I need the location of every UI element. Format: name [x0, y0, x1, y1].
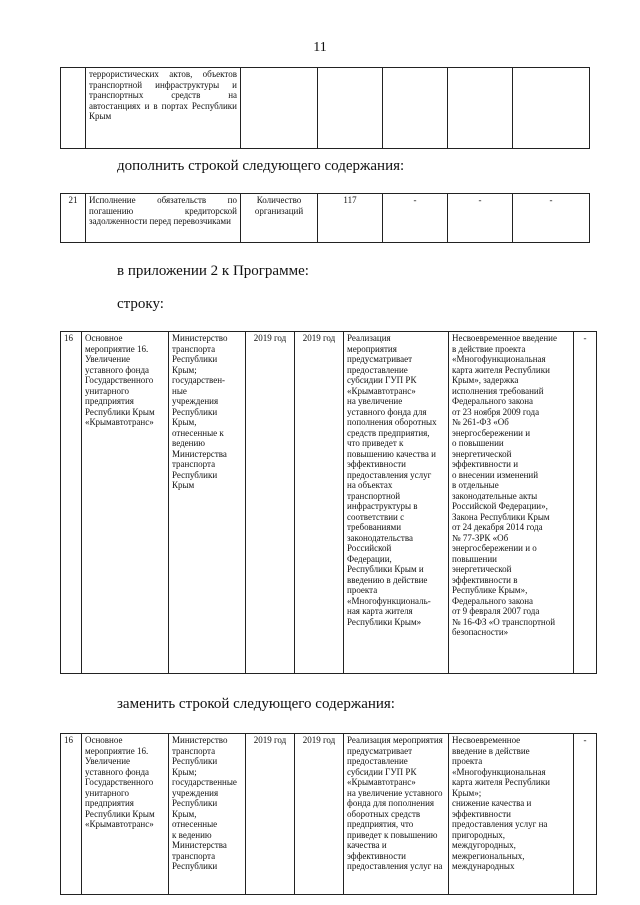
cell-dash: -: [383, 194, 448, 243]
cell-num: 16: [61, 332, 82, 674]
table-row: [61, 68, 590, 149]
cell-start: 2019 год: [246, 734, 295, 895]
cell-num: 16: [61, 734, 82, 895]
cell-top-text: террористических актов, объектов транспортной инфраструктуры и транспортных средств на автостанциях и в портах Республики Крым: [86, 68, 241, 149]
cell-empty: [383, 68, 448, 149]
cell-end: 2019 год: [295, 734, 344, 895]
cell-consequences: Несвоевременное введение в действие проекта «Многофункциональная карта жителя Республики Крым»; снижение качества и эффективности предоставления услуг на пригородных, междугородных, межрегиональных, международных: [449, 734, 574, 895]
cell-name: Исполнение обязательств по погашению кредиторской задолженности перед перевозчиками: [86, 194, 241, 243]
cell-dash: -: [574, 332, 597, 674]
instruction-row: строку:: [117, 296, 164, 312]
cell-start: 2019 год: [246, 332, 295, 674]
cell-consequences: Несвоевременное введение в действие проекта «Многофункциональная карта жителя Республики Крым», задержка исполнения требований Федерального закона от 23 ноября 2009 года № 261-ФЗ «Об энергосбережении и о повышении энергетической эффективности и о внесении изменений в отдельные законодательные акты Российской Федерации», Закона Республики Крым от 24 декабря 2014 года № 77-ЗРК «Об энергосбережении и о повышении энергетической эффективности в Республике Крым», Федерального закона от 9 февраля 2007 года № 16-ФЗ «О транспортной безопасности»: [449, 332, 574, 674]
cell-dash: -: [574, 734, 597, 895]
cell-empty: [513, 68, 590, 149]
table-row: [61, 332, 597, 674]
cell-empty: [241, 68, 318, 149]
cell-name: Основное мероприятие 16. Увеличение уставного фонда Государственного унитарного предприятия Республики Крым «Крымавтотранс»: [82, 734, 169, 895]
cell-value: 117: [318, 194, 383, 243]
table-row-21: [60, 193, 590, 243]
cell-name: Основное мероприятие 16. Увеличение уставного фонда Государственного унитарного предприятия Республики Крым «Крымавтотранс»: [82, 332, 169, 674]
instruction-add-row: дополнить строкой следующего содержания:: [117, 158, 405, 174]
cell-dash: -: [513, 194, 590, 243]
instruction-replace-row: заменить строкой следующего содержания:: [117, 696, 395, 712]
cell-num: 21: [61, 194, 86, 243]
cell-executor: Министерство транспорта Республики Крым; государствен- ные учреждения Республики Крым, отнесенные к ведению Министерства транспорта Республики Крым: [169, 332, 246, 674]
cell-empty: [448, 68, 513, 149]
table-row-16-new: [60, 733, 597, 895]
cell-end: 2019 год: [295, 332, 344, 674]
cell-dash: -: [448, 194, 513, 243]
cell-result: Реализация мероприятия предусматривает предоставление субсидии ГУП РК «Крымавтотранс» на увеличение уставного фонда для пополнения оборотных средств предприятия, что приведет к повышению качества и эффективности предоставления услуг на: [344, 734, 449, 895]
cell-indicator: Количество организаций: [241, 194, 318, 243]
cell-empty: [61, 68, 86, 149]
cell-executor: Министерство транспорта Республики Крым; государственные учреждения Республики Крым, отнесенные к ведению Министерства транспорта Республики: [169, 734, 246, 895]
page-number: 11: [313, 40, 327, 55]
table-row-16-old: [60, 331, 597, 674]
cell-result: Реализация мероприятия предусматривает предоставление субсидии ГУП РК «Крымавтотранс» на увеличение уставного фонда для пополнения оборотных средств предприятия, что приведет к повышению качества и эффективности предоставления услуг на объектах транспортной инфраструктуры в соответствии с требованиями законодательства Российской Федерации, Республики Крым и введению в действие проекта «Многофункциональ- ная карта жителя Республики Крым»: [344, 332, 449, 674]
table-row: [61, 194, 590, 243]
table-row: [61, 734, 597, 895]
instruction-appendix: в приложении 2 к Программе:: [117, 263, 309, 279]
cell-empty: [318, 68, 383, 149]
table-top-continuation: [60, 67, 590, 149]
